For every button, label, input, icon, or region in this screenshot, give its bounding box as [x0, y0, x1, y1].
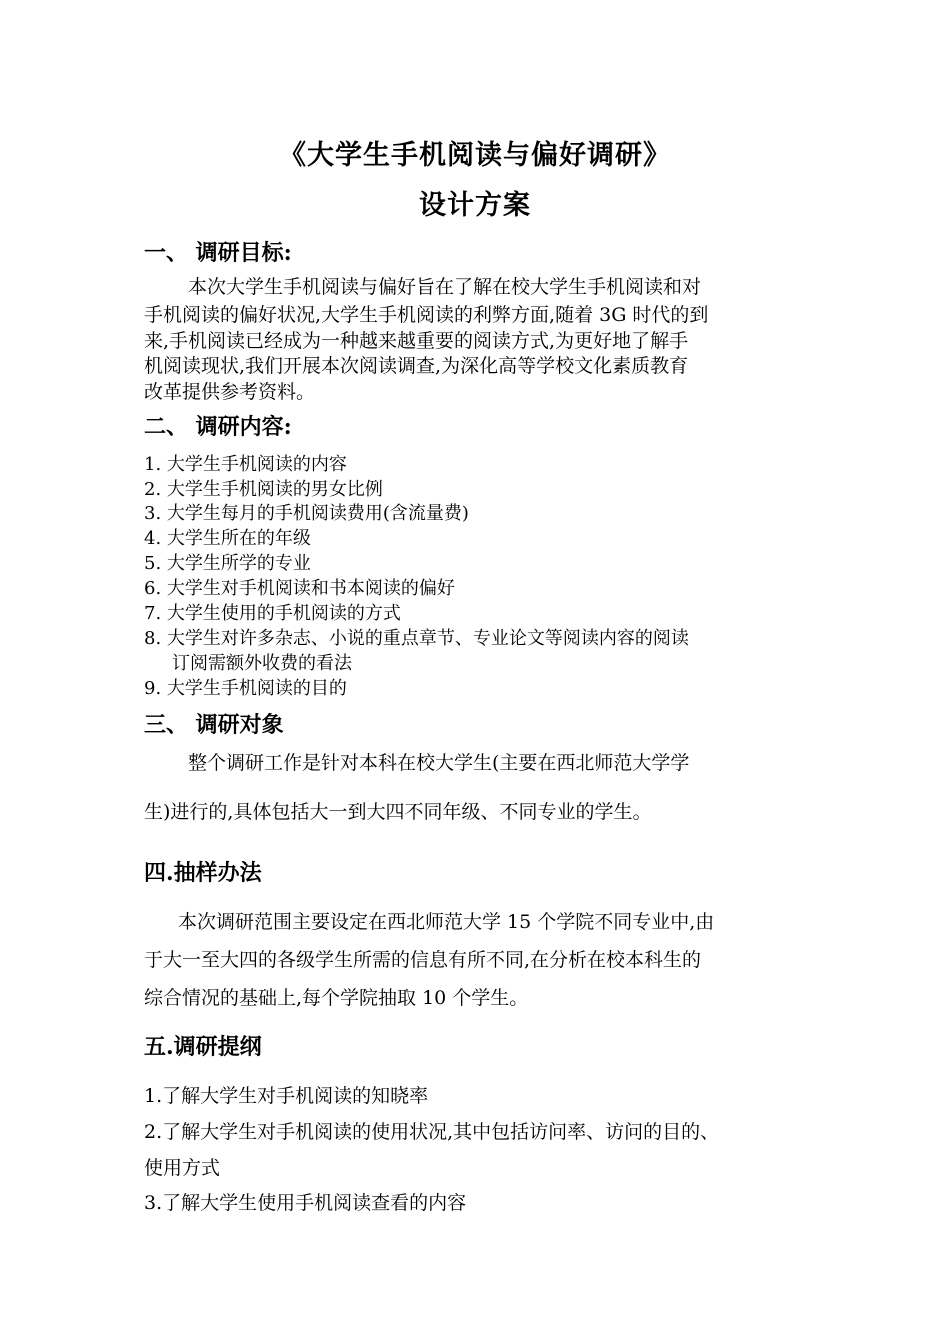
- section-heading-goals: 一、 调研目标:: [144, 240, 292, 266]
- paragraph-line: 整个调研工作是针对本科在校大学生(主要在西北师范大学学: [188, 752, 690, 774]
- list-item: 5. 大学生所学的专业: [144, 553, 311, 574]
- paragraph-line: 改革提供参考资料。: [144, 381, 316, 403]
- list-item: 3. 大学生每月的手机阅读费用(含流量费): [144, 503, 469, 524]
- section-heading-outline: 五.调研提纲: [144, 1034, 262, 1060]
- outline-item-continuation: 使用方式: [144, 1157, 221, 1179]
- section-heading-sampling: 四.抽样办法: [144, 860, 262, 886]
- list-item: 9. 大学生手机阅读的目的: [144, 678, 347, 699]
- section-heading-content: 二、 调研内容:: [144, 414, 292, 440]
- paragraph-line: 本次大学生手机阅读与偏好旨在了解在校大学生手机阅读和对: [188, 276, 702, 298]
- list-item: 2. 大学生手机阅读的男女比例: [144, 479, 383, 500]
- paragraph-line: 来,手机阅读已经成为一种越来越重要的阅读方式,为更好地了解手: [144, 330, 689, 352]
- outline-item: 3.了解大学生使用手机阅读查看的内容: [144, 1192, 467, 1214]
- outline-item: 1.了解大学生对手机阅读的知晓率: [144, 1085, 429, 1107]
- paragraph-line: 于大一至大四的各级学生所需的信息有所不同,在分析在校本科生的: [144, 949, 702, 971]
- list-item: 1. 大学生手机阅读的内容: [144, 454, 347, 475]
- outline-item: 2.了解大学生对手机阅读的使用状况,其中包括访问率、访问的目的、: [144, 1121, 720, 1143]
- list-item: 6. 大学生对手机阅读和书本阅读的偏好: [144, 578, 455, 599]
- paragraph-line: 生)进行的,具体包括大一到大四不同年级、不同专业的学生。: [144, 801, 652, 823]
- list-item-continuation: 订阅需额外收费的看法: [172, 653, 352, 674]
- section-heading-target: 三、 调研对象: [144, 712, 284, 738]
- list-item: 7. 大学生使用的手机阅读的方式: [144, 603, 401, 624]
- list-item: 8. 大学生对许多杂志、小说的重点章节、专业论文等阅读内容的阅读: [144, 628, 689, 649]
- list-item: 4. 大学生所在的年级: [144, 528, 311, 549]
- document-title: 《大学生手机阅读与偏好调研》: [279, 140, 671, 171]
- document-subtitle: 设计方案: [419, 190, 531, 221]
- paragraph-line: 综合情况的基础上,每个学院抽取 10 个学生。: [144, 987, 529, 1009]
- paragraph-line: 本次调研范围主要设定在西北师范大学 15 个学院不同专业中,由: [178, 911, 715, 933]
- paragraph-line: 机阅读现状,我们开展本次阅读调查,为深化高等学校文化素质教育: [144, 355, 689, 377]
- paragraph-line: 手机阅读的偏好状况,大学生手机阅读的利弊方面,随着 3G 时代的到: [144, 304, 709, 326]
